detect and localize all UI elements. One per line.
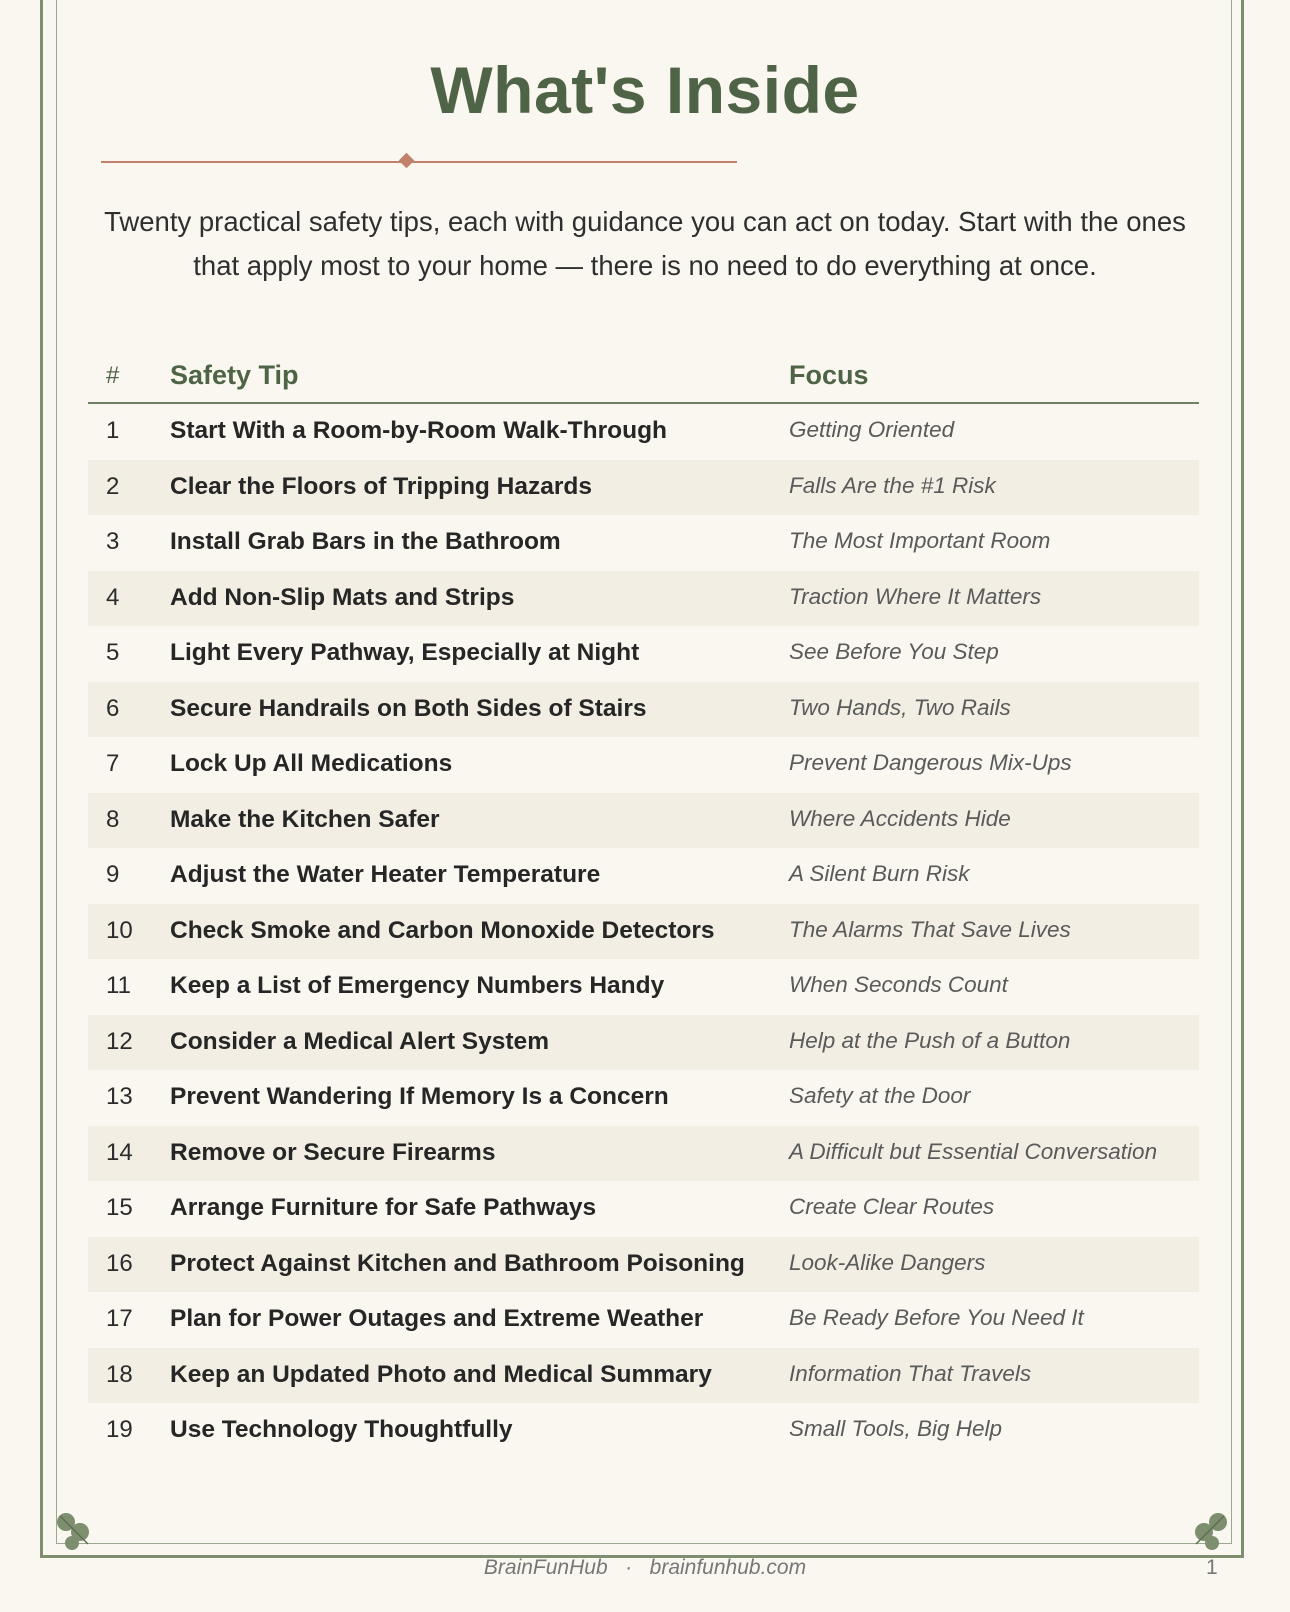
row-number: 13 (106, 1083, 133, 1110)
table-row (88, 1348, 1199, 1404)
table-row (88, 904, 1199, 960)
row-number: 9 (106, 861, 120, 888)
row-number: 1 (106, 417, 120, 444)
row-safety-tip: Prevent Wandering If Memory Is a Concern (170, 1083, 669, 1110)
diamond-icon (399, 153, 415, 169)
contents-table (88, 350, 1199, 1459)
table-row (88, 737, 1199, 793)
row-safety-tip: Keep an Updated Photo and Medical Summary (170, 1360, 712, 1388)
table-row (88, 515, 1199, 571)
table-row (88, 1292, 1199, 1348)
row-safety-tip: Use Technology Thoughtfully (170, 1416, 513, 1443)
leaf-ornament-icon (1188, 1508, 1232, 1552)
row-safety-tip: Check Smoke and Carbon Monoxide Detectors (170, 916, 715, 944)
row-number: 2 (106, 472, 120, 500)
row-safety-tip: Plan for Power Outages and Extreme Weather (170, 1305, 704, 1332)
row-focus: Safety at the Door (789, 1083, 971, 1108)
title-divider (101, 152, 737, 172)
row-focus: A Silent Burn Risk (789, 861, 970, 886)
row-focus: Where Accidents Hide (789, 805, 1011, 831)
row-focus: Be Ready Before You Need It (789, 1305, 1084, 1330)
row-focus: Look-Alike Dangers (789, 1249, 986, 1275)
table-row (88, 1237, 1199, 1293)
row-focus: A Difficult but Essential Conversation (789, 1138, 1158, 1164)
row-number: 16 (106, 1249, 133, 1277)
row-focus: Help at the Push of a Button (789, 1027, 1071, 1053)
page-title: What's Inside (430, 53, 860, 127)
row-number: 7 (106, 750, 120, 777)
row-safety-tip: Install Grab Bars in the Bathroom (170, 528, 561, 555)
row-safety-tip: Add Non-Slip Mats and Strips (170, 583, 515, 611)
table-row (88, 1403, 1199, 1459)
intro-paragraph: Twenty practical safety tips, each with guidance you can act on today. Start with the ones that apply most to your home — there is no need to do everything at once. (104, 206, 1186, 281)
table-row (88, 959, 1199, 1015)
row-safety-tip: Consider a Medical Alert System (170, 1027, 549, 1055)
row-safety-tip: Clear the Floors of Tripping Hazards (170, 472, 593, 500)
page-number: 1 (1206, 1556, 1218, 1579)
row-number: 11 (106, 972, 131, 999)
table-row (88, 1015, 1199, 1071)
table-row (88, 460, 1199, 516)
row-focus: Create Clear Routes (789, 1194, 995, 1219)
table-row (88, 1126, 1199, 1182)
table-row (88, 682, 1199, 738)
row-safety-tip: Protect Against Kitchen and Bathroom Poisoning (170, 1249, 745, 1277)
table-row (88, 793, 1199, 849)
footer-url[interactable]: brainfunhub.com (649, 1556, 807, 1579)
row-focus: The Most Important Room (789, 528, 1051, 553)
table-row (88, 571, 1199, 627)
table-body (88, 404, 1199, 1459)
footer-brand: BrainFunHub (483, 1556, 608, 1579)
row-number: 5 (106, 639, 120, 666)
leaf-ornament-icon (52, 1508, 96, 1552)
row-safety-tip: Adjust the Water Heater Temperature (170, 861, 601, 888)
table-row (88, 1181, 1199, 1237)
row-number: 19 (106, 1416, 133, 1443)
row-number: 4 (106, 583, 120, 611)
header-number: # (106, 362, 120, 389)
table-row (88, 848, 1199, 904)
row-safety-tip: Secure Handrails on Both Sides of Stairs (170, 694, 647, 722)
table-row (88, 626, 1199, 682)
row-number: 17 (106, 1305, 133, 1332)
row-safety-tip: Start With a Room-by-Room Walk-Through (170, 417, 667, 444)
row-safety-tip: Remove or Secure Firearms (170, 1138, 496, 1166)
row-number: 14 (106, 1138, 133, 1166)
row-focus: Getting Oriented (789, 417, 955, 442)
row-number: 10 (106, 916, 133, 944)
header-focus: Focus (789, 360, 869, 390)
row-safety-tip: Lock Up All Medications (170, 750, 453, 777)
footer-separator: · (625, 1556, 633, 1579)
row-focus: Two Hands, Two Rails (789, 694, 1011, 720)
row-safety-tip: Make the Kitchen Safer (170, 805, 440, 833)
row-number: 8 (106, 805, 120, 833)
row-focus: Small Tools, Big Help (789, 1416, 1003, 1441)
row-number: 15 (106, 1194, 133, 1221)
row-safety-tip: Light Every Pathway, Especially at Night (170, 639, 640, 666)
row-number: 6 (106, 694, 120, 722)
footer (0, 1556, 1290, 1580)
header-safety-tip: Safety Tip (170, 360, 299, 390)
row-focus: Traction Where It Matters (789, 583, 1042, 609)
row-safety-tip: Keep a List of Emergency Numbers Handy (170, 972, 665, 999)
table-header (88, 350, 1199, 404)
row-focus: See Before You Step (789, 639, 999, 664)
row-focus: Information That Travels (789, 1360, 1032, 1386)
row-number: 18 (106, 1360, 133, 1388)
row-focus: Prevent Dangerous Mix-Ups (789, 750, 1072, 775)
row-safety-tip: Arrange Furniture for Safe Pathways (170, 1194, 597, 1221)
row-focus: When Seconds Count (789, 972, 1008, 997)
row-focus: The Alarms That Save Lives (789, 916, 1071, 942)
row-number: 3 (106, 528, 120, 555)
row-focus: Falls Are the #1 Risk (789, 472, 996, 498)
row-number: 12 (106, 1027, 133, 1055)
table-row (88, 1070, 1199, 1126)
table-row (88, 404, 1199, 460)
